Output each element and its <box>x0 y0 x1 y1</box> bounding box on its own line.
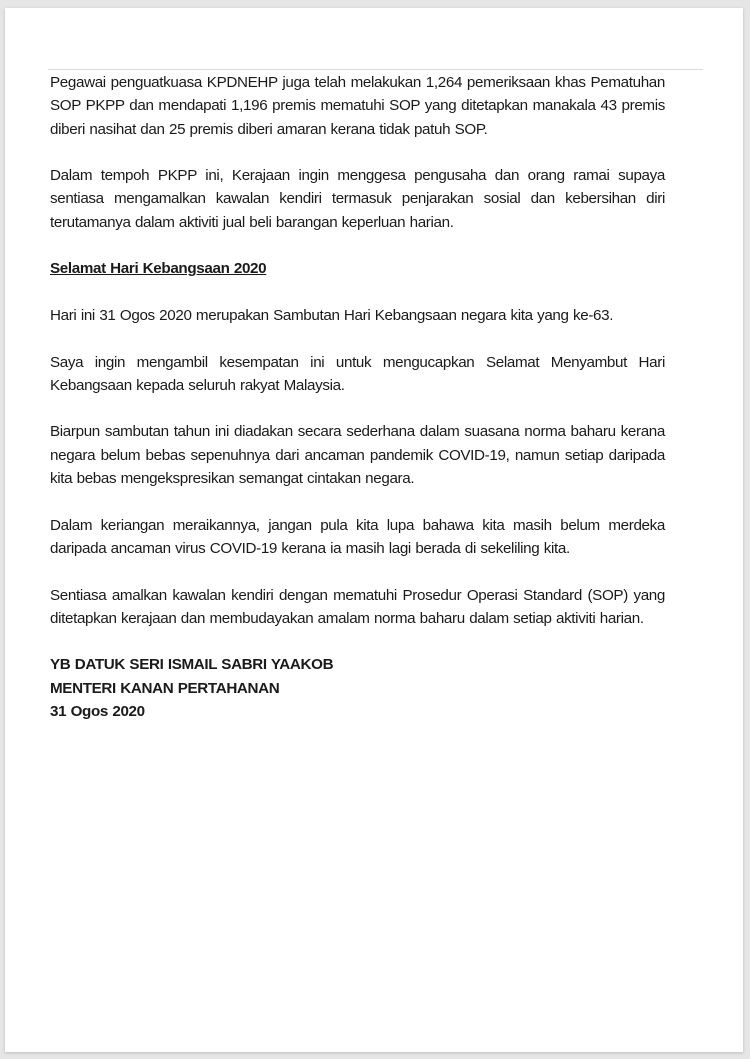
paragraph-greeting: Saya ingin mengambil kesempatan ini untuk mengucapkan Selamat Menyambut Hari Kebangsaan kepada seluruh rakyat Malaysia. <box>50 353 665 394</box>
paragraph-celebration: Biarpun sambutan tahun ini diadakan secara sederhana dalam suasana norma baharu kerana negara belum bebas sepenuhnya dari ancaman pandemik COVID-19, namun setiap daripada kita bebas mengekspresikan semangat cintakan negara. <box>50 423 665 488</box>
paragraph-pkpp-appeal: Dalam tempoh PKPP ini, Kerajaan ingin menggesa pengusaha dan orang ramai supaya sentiasa mengamalkan kawalan kendiri termasuk penjarakan sosial dan kebersihan diri terutamanya dalam aktiviti jual beli barangan keperluan harian. <box>50 167 665 231</box>
signatory-title: MENTERI KANAN PERTAHANAN <box>50 679 280 697</box>
paragraph-reminder: Dalam keriangan meraikannya, jangan pula kita lupa bahawa kita masih belum merdeka daripada ancaman virus COVID-19 kerana ia masih lagi berada di sekeliling kita. <box>50 516 665 557</box>
paragraph-national-day: Hari ini 31 Ogos 2020 merupakan Sambutan Hari Kebangsaan negara kita yang ke-63. <box>50 306 614 324</box>
paragraph-sop: Sentiasa amalkan kawalan kendiri dengan mematuhi Prosedur Operasi Standard (SOP) yang ditetapkan kerajaan dan membudayakan amalam norma baharu dalam setiap aktiviti harian. <box>50 586 665 627</box>
document-body <box>50 71 665 723</box>
signature-date: 31 Ogos 2020 <box>50 703 145 721</box>
signature-block <box>50 653 665 723</box>
top-divider <box>48 69 703 70</box>
section-heading: Selamat Hari Kebangsaan 2020 <box>50 260 267 278</box>
signatory-name: YB DATUK SERI ISMAIL SABRI YAAKOB <box>50 656 334 674</box>
document-page <box>5 8 743 1052</box>
paragraph-inspection-results: Pegawai penguatkuasa KPDNEHP juga telah melakukan 1,264 pemeriksaan khas Pematuhan SOP PKPP dan mendapati 1,196 premis mematuhi SOP yang ditetapkan manakala 43 premis diberi nasihat dan 25 premis diberi amaran kerana tidak patuh SOP. <box>50 74 665 138</box>
